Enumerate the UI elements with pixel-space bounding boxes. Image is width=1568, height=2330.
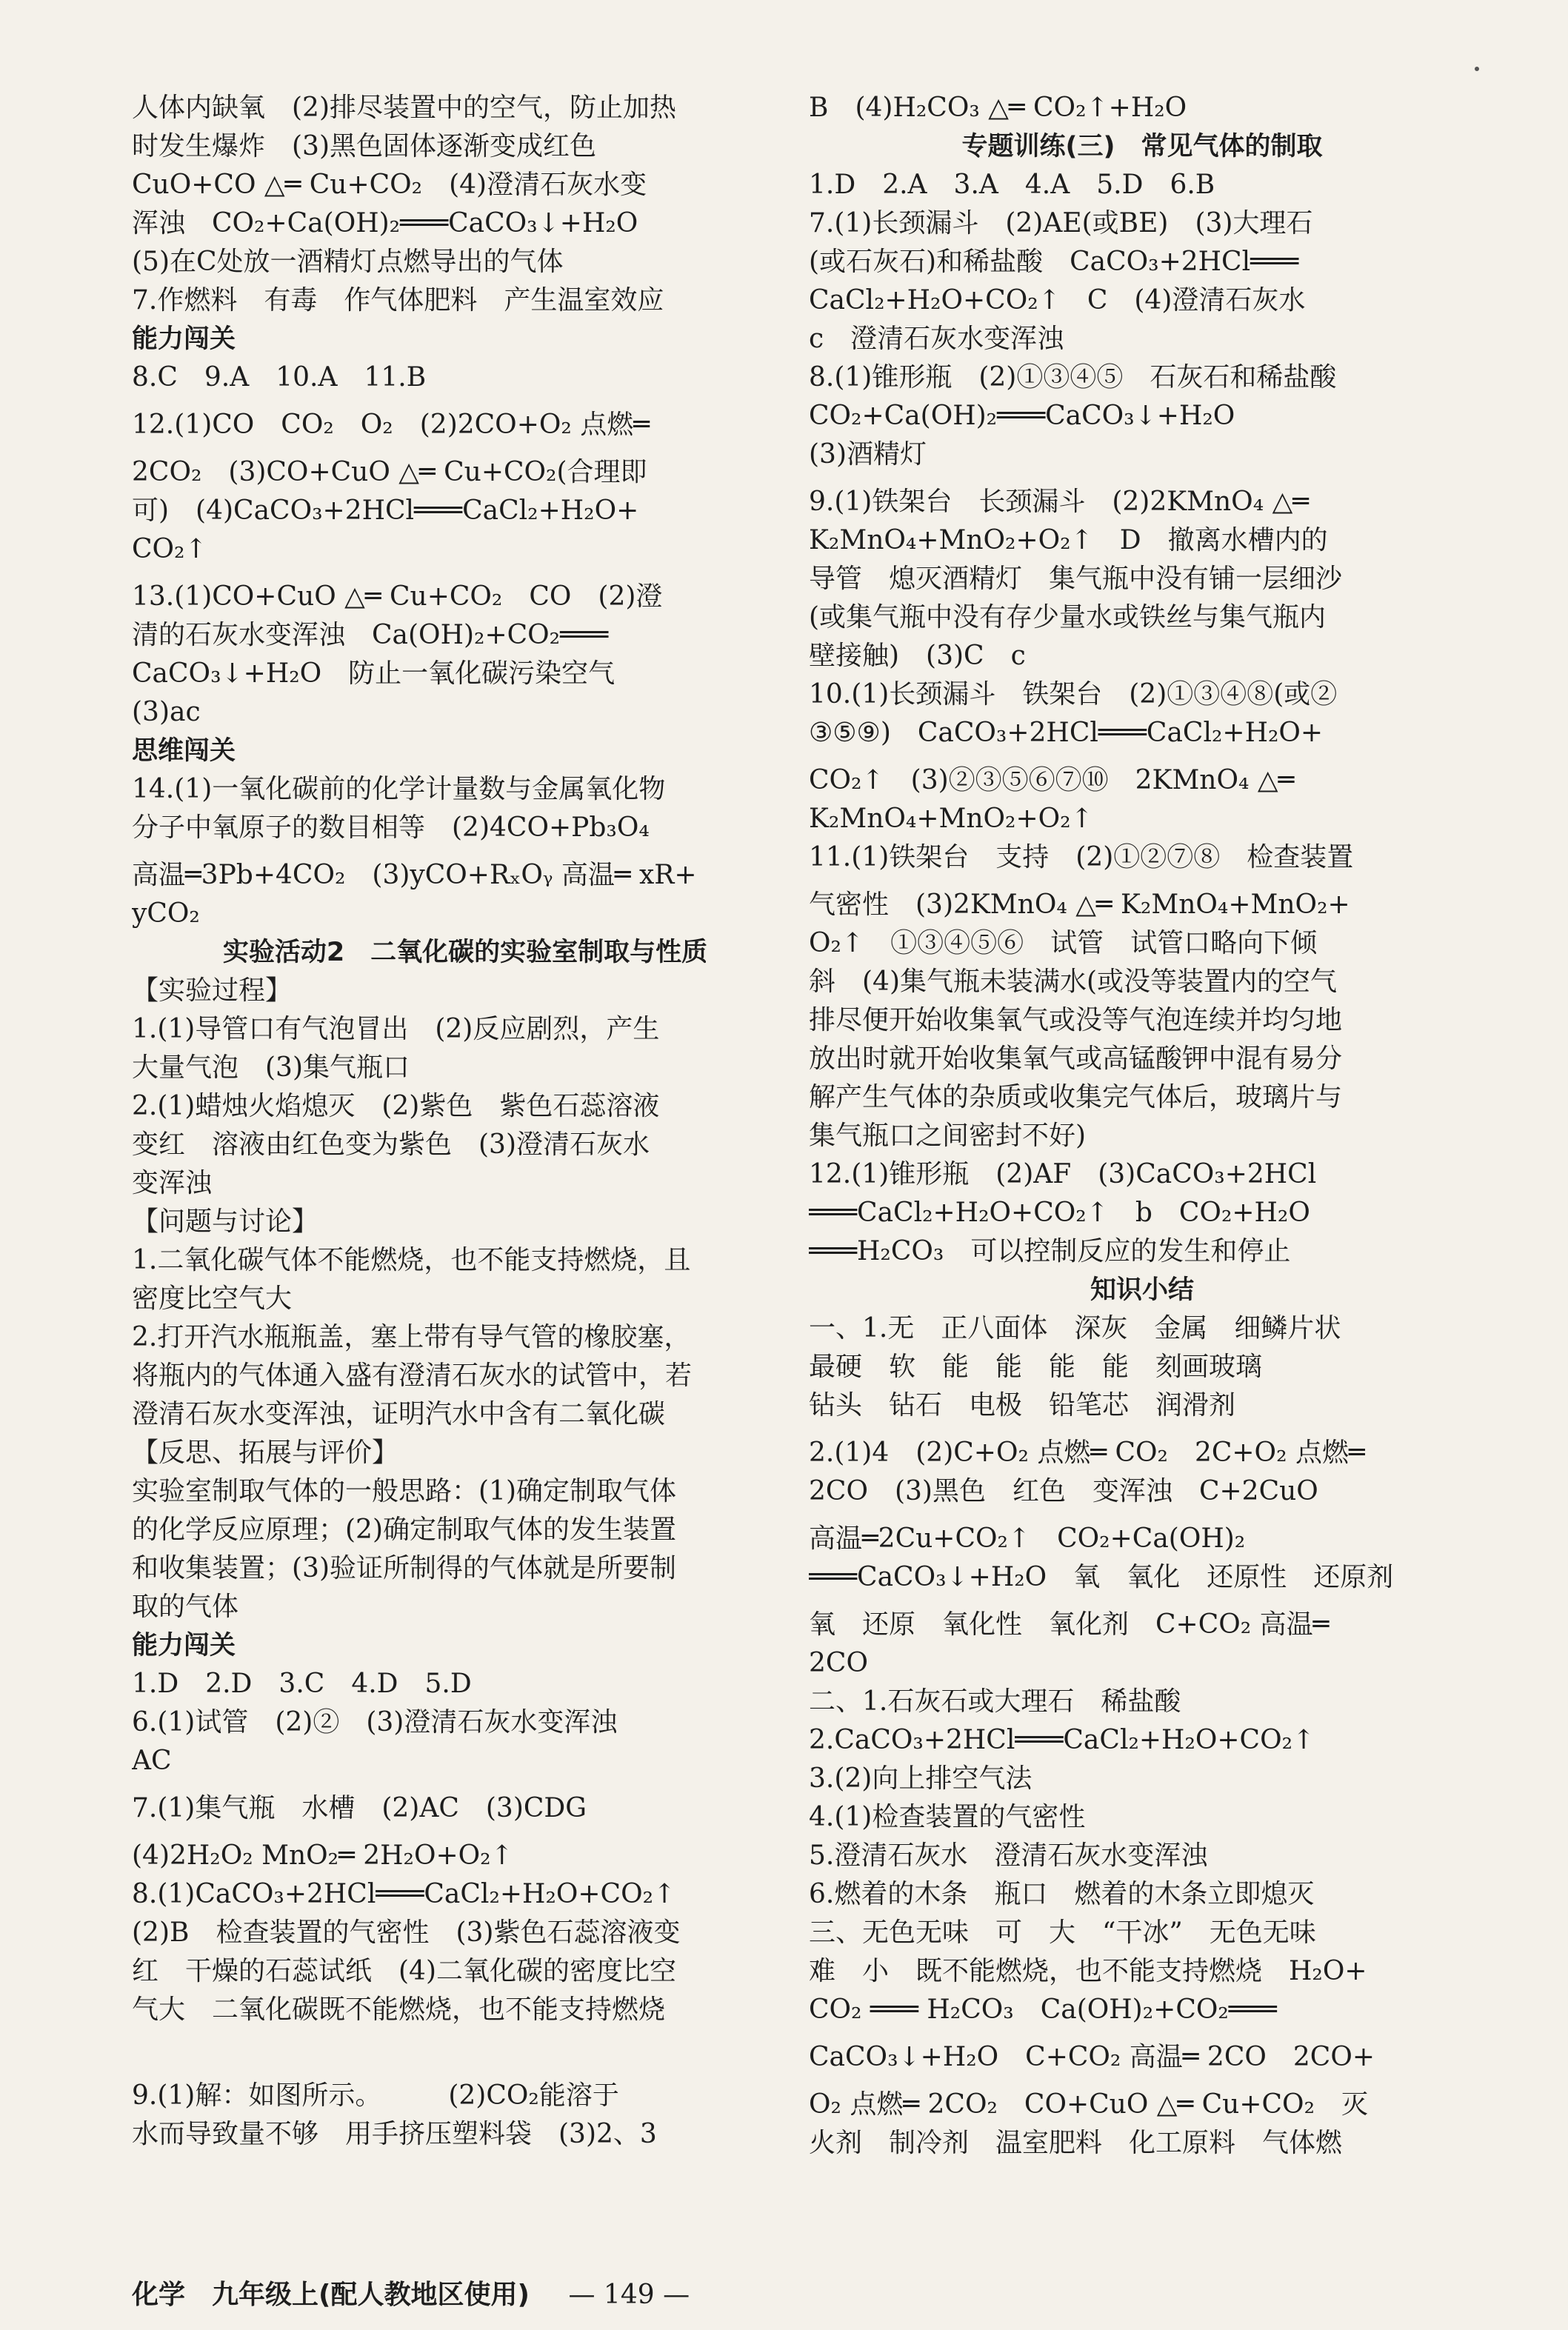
answer-line: 1.D 2.A 3.A 4.A 5.D 6.B <box>809 170 1215 200</box>
answer-line: 氧 还原 氧化性 氧化剂 C+CO₂ 高温═ <box>809 1609 1330 1640</box>
answer-line: 实验室制取气体的一般思路：(1)确定制取气体 <box>132 1476 676 1506</box>
answer-line: 气密性 (3)2KMnO₄ △═ K₂MnO₄+MnO₂+ <box>809 889 1350 920</box>
answer-line: 将瓶内的气体通入盛有澄清石灰水的试管中，若 <box>132 1361 693 1391</box>
answer-line: 2CO (3)黑色 红色 变浑浊 C+2CuO <box>809 1476 1318 1506</box>
answer-line <box>132 2029 798 2068</box>
answer-line: 壁接触) (3)C c <box>809 641 1026 671</box>
answer-line: CaCO₃↓+H₂O C+CO₂ 高温═ 2CO 2CO+ <box>809 2042 1375 2072</box>
answer-line: CaCl₂+H₂O+CO₂↑ C (4)澄清石灰水 <box>809 285 1306 316</box>
answer-line: (4)2H₂O₂ MnO₂═ 2H₂O+O₂↑ <box>132 1840 513 1871</box>
answer-line: 最硬 软 能 能 能 能 刻画玻璃 <box>809 1352 1263 1382</box>
answer-line: AC <box>132 1746 172 1776</box>
answer-line: K₂MnO₄+MnO₂+O₂↑ D 撤离水槽内的 <box>809 525 1328 555</box>
answer-line: c 澄清石灰水变浑浊 <box>809 324 1064 354</box>
answer-line: (3)酒精灯 <box>809 439 927 470</box>
answer-line: CO₂↑ <box>132 534 207 564</box>
section-heading: 思维闯关 <box>132 736 236 766</box>
answer-line: 2CO <box>809 1648 868 1678</box>
answer-line: 5.澄清石灰水 澄清石灰水变浑浊 <box>809 1840 1208 1871</box>
answer-line: ③⑤⑨) CaCO₃+2HCl═══CaCl₂+H₂O+ <box>809 718 1324 748</box>
answer-line: 9.(1)铁架台 长颈漏斗 (2)2KMnO₄ △═ <box>809 487 1309 517</box>
answer-line: 2.打开汽水瓶瓶盖，塞上带有导气管的橡胶塞， <box>132 1322 691 1352</box>
answer-line: 1.二氧化碳气体不能燃烧，也不能支持燃烧，且 <box>132 1245 691 1275</box>
answer-line: ═══CaCO₃↓+H₂O 氧 氧化 还原性 还原剂 <box>809 1562 1394 1592</box>
left-column <box>132 89 798 2154</box>
answer-line: 8.(1)锥形瓶 (2)①③④⑤ 石灰石和稀盐酸 <box>809 362 1337 393</box>
answer-line: 2CO₂ (3)CO+CuO △═ Cu+CO₂(合理即 <box>132 457 647 487</box>
answer-line: (5)在C处放一酒精灯点燃导出的气体 <box>132 247 564 277</box>
answer-line: 6.(1)试管 (2)② (3)澄清石灰水变浑浊 <box>132 1707 618 1738</box>
answer-line: O₂↑ ①③④⑤⑥ 试管 试管口略向下倾 <box>809 928 1318 958</box>
answer-line: 变浑浊 <box>132 1168 213 1198</box>
answer-line: 1.(1)导管口有气泡冒出 (2)反应剧烈，产生 <box>132 1014 660 1044</box>
answer-line: 人体内缺氧 (2)排尽装置中的空气，防止加热 <box>132 93 676 123</box>
answer-line: (或集气瓶中没有存少量水或铁丝与集气瓶内 <box>809 602 1327 632</box>
answer-line: 浑浊 CO₂+Ca(OH)₂═══CaCO₃↓+H₂O <box>132 208 638 238</box>
answer-line: 13.(1)CO+CuO △═ Cu+CO₂ CO (2)澄 <box>132 581 663 612</box>
answer-line: 2.CaCO₃+2HCl═══CaCl₂+H₂O+CO₂↑ <box>809 1725 1315 1755</box>
answer-line: 红 干燥的石蕊试纸 (4)二氧化碳的密度比空 <box>132 1956 676 1986</box>
answer-line: 分子中氧原子的数目相等 (2)4CO+Pb₃O₄ <box>132 812 650 843</box>
section-heading: 能力闯关 <box>132 1631 236 1660</box>
answer-line: 9.(1)解：如图所示。 (2)CO₂能溶于 <box>132 2080 619 2111</box>
answer-line: CO₂+Ca(OH)₂═══CaCO₃↓+H₂O <box>809 401 1235 431</box>
answer-line: yCO₂ <box>132 898 200 929</box>
answer-line: 【实验过程】 <box>132 975 293 1006</box>
answer-line: 时发生爆炸 (3)黑色固体逐渐变成红色 <box>132 131 596 161</box>
answer-line: 密度比空气大 <box>132 1283 293 1314</box>
answer-line: (3)ac <box>132 697 201 727</box>
page-number: — 149 — <box>568 2280 690 2310</box>
answer-line: 排尽便开始收集氧气或没等气泡连续并均匀地 <box>809 1005 1343 1035</box>
scan-dot <box>1475 67 1479 71</box>
answer-line: 变红 溶液由红色变为紫色 (3)澄清石灰水 <box>132 1129 650 1160</box>
answer-line: 取的气体 <box>132 1592 239 1622</box>
answer-line: 8.C 9.A 10.A 11.B <box>132 362 427 393</box>
answer-line: 【反思、拓展与评价】 <box>132 1438 399 1468</box>
right-column <box>809 89 1475 2163</box>
answer-line: 12.(1)CO CO₂ O₂ (2)2CO+O₂ 点燃═ <box>132 410 650 440</box>
answer-line: 放出时就开始收集氧气或高锰酸钾中混有易分 <box>809 1044 1343 1074</box>
answer-line: 一、1.无 正八面体 深灰 金属 细鳞片状 <box>809 1313 1341 1343</box>
answer-line: 2.(1)4 (2)C+O₂ 点燃═ CO₂ 2C+O₂ 点燃═ <box>809 1438 1365 1468</box>
answer-line: 高温═3Pb+4CO₂ (3)yCO+RₓOᵧ 高温═ xR+ <box>132 860 697 890</box>
answer-line: B (4)H₂CO₃ △═ CO₂↑+H₂O <box>809 93 1187 123</box>
answer-line: 12.(1)锥形瓶 (2)AF (3)CaCO₃+2HCl <box>809 1159 1317 1189</box>
answer-line: 清的石灰水变浑浊 Ca(OH)₂+CO₂═══ <box>132 620 609 650</box>
answer-line: CO₂↑ (3)②③⑤⑥⑦⑩ 2KMnO₄ △═ <box>809 765 1295 795</box>
answer-line: 解产生气体的杂质或收集完气体后，玻璃片与 <box>809 1082 1343 1112</box>
answer-line: 澄清石灰水变浑浊，证明汽水中含有二氧化碳 <box>132 1399 666 1429</box>
answer-line: 11.(1)铁架台 支持 (2)①②⑦⑧ 检查装置 <box>809 842 1354 872</box>
page-footer <box>132 2274 1465 2311</box>
answer-line: 1.D 2.D 3.C 4.D 5.D <box>132 1669 472 1699</box>
answer-line: O₂ 点燃═ 2CO₂ CO+CuO △═ Cu+CO₂ 灭 <box>809 2089 1368 2120</box>
answer-line: 14.(1)一氧化碳前的化学计量数与金属氧化物 <box>132 774 666 804</box>
section-heading: 实验活动2 二氧化碳的实验室制取与性质 <box>222 938 708 967</box>
answer-line: 二、1.石灰石或大理石 稀盐酸 <box>809 1686 1181 1717</box>
answer-line: 7.(1)长颈漏斗 (2)AE(或BE) (3)大理石 <box>809 208 1313 238</box>
answer-line: 的化学反应原理；(2)确定制取气体的发生装置 <box>132 1515 676 1545</box>
answer-line: 大量气泡 (3)集气瓶口 <box>132 1052 410 1083</box>
answer-line: 6.燃着的木条 瓶口 燃着的木条立即熄灭 <box>809 1879 1315 1909</box>
answer-line: 7.作燃料 有毒 作气体肥料 产生温室效应 <box>132 285 664 316</box>
answer-line: ═══CaCl₂+H₂O+CO₂↑ b CO₂+H₂O <box>809 1198 1310 1228</box>
answer-line: CaCO₃↓+H₂O 防止一氧化碳污染空气 <box>132 658 615 689</box>
answer-line: K₂MnO₄+MnO₂+O₂↑ <box>809 804 1093 834</box>
answer-line: 火剂 制冷剂 温室肥料 化工原料 气体燃 <box>809 2128 1343 2158</box>
answer-line: 斜 (4)集气瓶未装满水(或没等装置内的空气 <box>809 967 1338 997</box>
answer-line: (或石灰石)和稀盐酸 CaCO₃+2HCl═══ <box>809 247 1299 277</box>
answer-line: 导管 熄灭酒精灯 集气瓶中没有铺一层细沙 <box>809 564 1343 594</box>
answer-line: 和收集装置；(3)验证所制得的气体就是所要制 <box>132 1553 676 1583</box>
answer-line: 2.(1)蜡烛火焰熄灭 (2)紫色 紫色石蕊溶液 <box>132 1091 660 1121</box>
answer-line: 水而导致量不够 用手挤压塑料袋 (3)2、3 <box>132 2119 657 2149</box>
section-heading: 专题训练(三) 常见气体的制取 <box>961 132 1323 161</box>
footer-label: 化学 九年级上(配人教地区使用) <box>132 2280 530 2310</box>
answer-line: (2)B 检查装置的气密性 (3)紫色石蕊溶液变 <box>132 1917 681 1948</box>
section-heading: 知识小结 <box>1090 1275 1194 1305</box>
answer-line: 4.(1)检查装置的气密性 <box>809 1802 1086 1832</box>
answer-line: 集气瓶口之间密封不好) <box>809 1121 1087 1151</box>
answer-line: 三、无色无味 可 大 “干冰” 无色无味 <box>809 1917 1316 1948</box>
answer-line: 7.(1)集气瓶 水槽 (2)AC (3)CDG <box>132 1793 587 1823</box>
answer-line: CO₂ ═══ H₂CO₃ Ca(OH)₂+CO₂═══ <box>809 1994 1277 2025</box>
answer-line: ═══H₂CO₃ 可以控制反应的发生和停止 <box>809 1236 1291 1266</box>
answer-line: 难 小 既不能燃烧，也不能支持燃烧 H₂O+ <box>809 1956 1367 1986</box>
answer-line: 8.(1)CaCO₃+2HCl═══CaCl₂+H₂O+CO₂↑ <box>132 1879 676 1909</box>
answer-line: 高温═2Cu+CO₂↑ CO₂+Ca(OH)₂ <box>809 1523 1246 1554</box>
answer-line: 10.(1)长颈漏斗 铁架台 (2)①③④⑧(或② <box>809 679 1338 710</box>
section-heading: 能力闯关 <box>132 324 236 354</box>
answer-line: CuO+CO △═ Cu+CO₂ (4)澄清石灰水变 <box>132 170 647 200</box>
answer-line: 【问题与讨论】 <box>132 1206 319 1237</box>
answer-line: 气大 二氧化碳既不能燃烧，也不能支持燃烧 <box>132 1994 666 2025</box>
answer-line: 可) (4)CaCO₃+2HCl═══CaCl₂+H₂O+ <box>132 495 639 526</box>
answer-line: 钻头 钻石 电极 铅笔芯 润滑剂 <box>809 1390 1236 1421</box>
answer-line: 3.(2)向上排空气法 <box>809 1763 1032 1794</box>
